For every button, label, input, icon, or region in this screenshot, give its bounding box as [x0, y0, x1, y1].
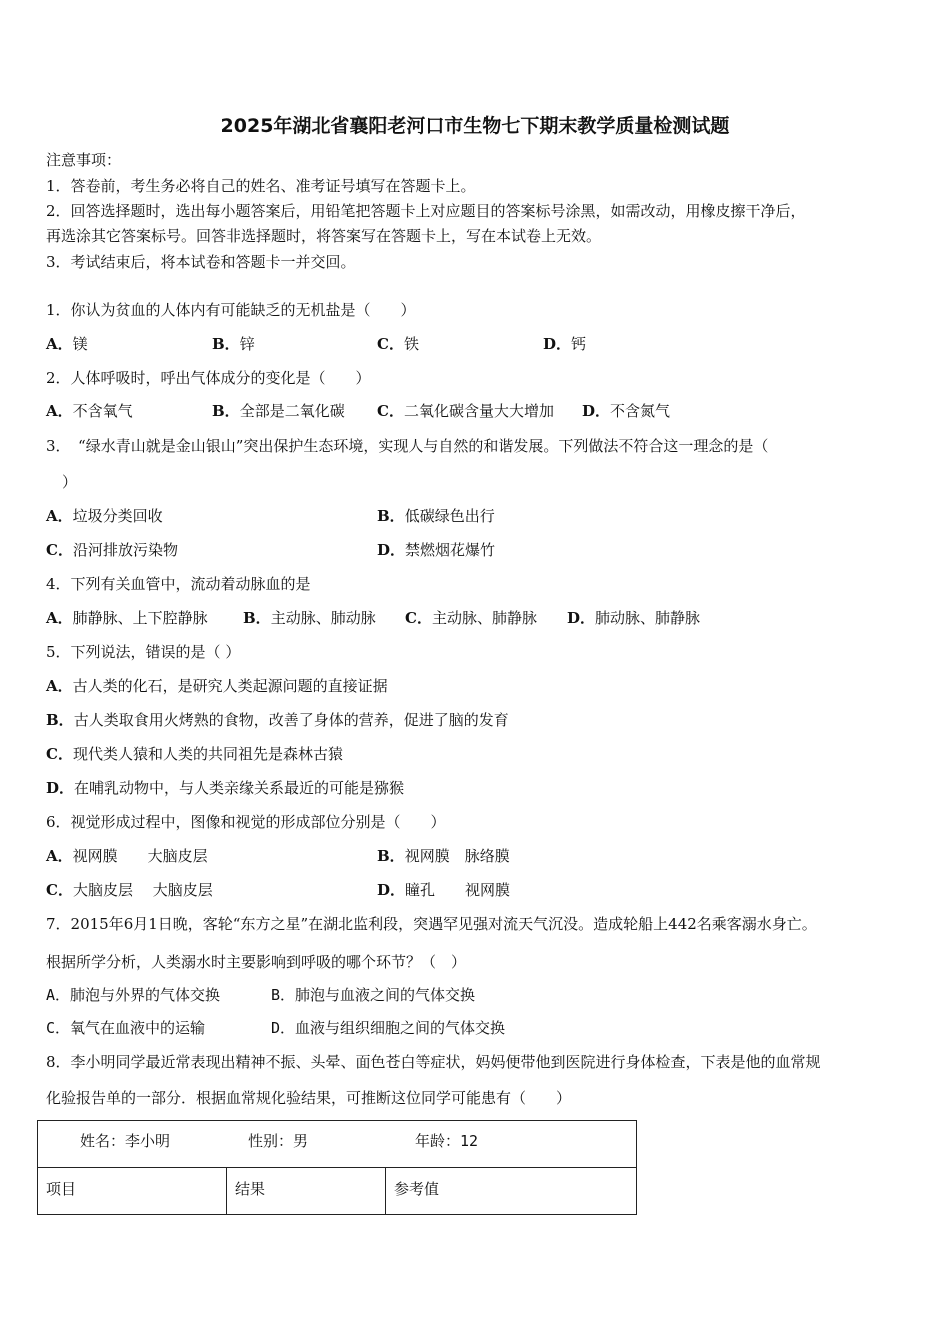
option-text: 肺动脉、肺静脉: [595, 609, 701, 627]
notice-item-1: 1．答卷前，考生务必将自己的姓名、准考证号填写在答题卡上。: [46, 177, 476, 195]
option-text: 大脑皮层 大脑皮层: [72, 881, 213, 899]
option-label: D．: [377, 541, 406, 559]
q2-option-a: [46, 401, 133, 421]
q7-option-b: [271, 985, 475, 1005]
q1-option-a: [46, 334, 88, 354]
option-text: 在哺乳动物中，与人类亲缘关系最近的可能是猕猴: [74, 779, 405, 797]
option-label: B．: [271, 986, 296, 1004]
option-label: B．: [243, 609, 271, 627]
option-label: C．: [405, 609, 432, 627]
q5-option-a: [46, 676, 388, 696]
column-divider: [226, 1167, 227, 1214]
option-label: A．: [46, 677, 73, 695]
column-header-reference: 参考值: [394, 1180, 440, 1198]
question-3-stem: 3． “绿水青山就是金山银山”突出保护生态环境，实现人与自然的和谐发展。下列做法不符合这一理念的是（: [46, 437, 769, 455]
option-label: B．: [212, 402, 240, 420]
option-label: D．: [271, 1019, 296, 1037]
q3-option-b: [377, 506, 495, 526]
option-label: B．: [212, 335, 240, 353]
option-text: 二氧化碳含量大大增加: [403, 402, 554, 420]
column-header-result: 结果: [235, 1180, 266, 1198]
option-text: 不含氮气: [610, 402, 671, 420]
column-divider: [385, 1167, 386, 1214]
q4-option-a: [46, 608, 208, 628]
question-7-stem-cont: 根据所学分析，人类溺水时主要影响到呼吸的哪个环节？（ ）: [46, 953, 467, 971]
option-text: 禁燃烟花爆竹: [405, 541, 496, 559]
option-text: 不含氧气: [72, 402, 133, 420]
q3-option-c: [46, 540, 178, 560]
option-label: C．: [377, 335, 404, 353]
q7-option-d: [271, 1018, 505, 1038]
option-label: B．: [46, 711, 74, 729]
option-label: A．: [46, 609, 73, 627]
question-8-stem-cont: 化验报告单的一部分．根据血常规化验结果，可推断这位同学可能患有（ ）: [46, 1089, 572, 1107]
question-6-stem: 6．视觉形成过程中，图像和视觉的形成部位分别是（ ）: [46, 813, 446, 831]
option-text: 古人类的化石，是研究人类起源问题的直接证据: [72, 677, 388, 695]
q2-option-b: [212, 401, 345, 421]
option-label: D．: [567, 609, 596, 627]
option-text: 视网膜 大脑皮层: [72, 847, 208, 865]
option-label: A．: [46, 847, 73, 865]
option-text: 瞳孔 视网膜: [405, 881, 511, 899]
q2-option-d: [582, 401, 670, 421]
notice-heading: 注意事项：: [46, 151, 122, 169]
option-text: 铁: [403, 335, 419, 353]
question-8-stem: 8．李小明同学最近常表现出精神不振、头晕、面色苍白等症状，妈妈便带他到医院进行身体检查，下表是他的血常规: [46, 1053, 821, 1071]
q1-option-b: [212, 334, 255, 354]
q5-option-d: [46, 778, 404, 798]
option-label: C．: [377, 402, 404, 420]
q3-option-d: [377, 540, 495, 560]
q1-option-d: [543, 334, 586, 354]
option-text: 低碳绿色出行: [404, 507, 495, 525]
patient-gender: 性别：男: [248, 1132, 309, 1150]
patient-name: 姓名：李小明: [80, 1132, 171, 1150]
option-text: 垃圾分类回收: [72, 507, 163, 525]
q4-option-b: [243, 608, 376, 628]
option-label: D．: [377, 881, 406, 899]
column-header-item: 项目: [46, 1180, 77, 1198]
option-text: 现代类人猿和人类的共同祖先是森林古猿: [72, 745, 343, 763]
option-label: D．: [582, 402, 611, 420]
q6-option-d: [377, 880, 510, 900]
q7-option-a: [46, 985, 220, 1005]
notice-item-3: 3．考试结束后，将本试卷和答题卡一并交回。: [46, 253, 356, 271]
option-text: 氧气在血液中的运输: [70, 1019, 206, 1037]
option-text: 肺静脉、上下腔静脉: [72, 609, 208, 627]
notice-item-2: 2．回答选择题时，选出每小题答案后，用铅笔把答题卡上对应题目的答案标号涂黑，如需改动，用橡皮擦干净后，: [46, 202, 806, 220]
question-1-stem: 1．你认为贫血的人体内有可能缺乏的无机盐是（ ）: [46, 301, 416, 319]
option-label: A．: [46, 402, 73, 420]
option-text: 锌: [239, 335, 255, 353]
question-3-stem-cont: ）: [62, 473, 78, 491]
option-label: C．: [46, 745, 73, 763]
q3-option-a: [46, 506, 163, 526]
exam-title: 2025年湖北省襄阳老河口市生物七下期末教学质量检测试题: [220, 115, 730, 137]
option-label: B．: [377, 847, 405, 865]
q6-option-c: [46, 880, 213, 900]
q6-option-b: [377, 846, 510, 866]
option-text: 视网膜 脉络膜: [404, 847, 510, 865]
option-text: 镁: [72, 335, 88, 353]
option-label: B．: [377, 507, 405, 525]
option-text: 全部是二氧化碳: [239, 402, 345, 420]
q6-option-a: [46, 846, 208, 866]
patient-age: 年龄：12: [415, 1132, 479, 1150]
q4-option-c: [405, 608, 537, 628]
option-text: 主动脉、肺静脉: [431, 609, 537, 627]
q7-option-c: [46, 1018, 205, 1038]
q1-option-c: [377, 334, 419, 354]
option-text: 肺泡与血液之间的气体交换: [295, 986, 476, 1004]
option-text: 肺泡与外界的气体交换: [70, 986, 221, 1004]
q5-option-c: [46, 744, 343, 764]
blood-report-table: [37, 1120, 637, 1215]
question-4-stem: 4．下列有关血管中，流动着动脉血的是: [46, 575, 311, 593]
option-label: A．: [46, 986, 71, 1004]
option-label: D．: [46, 779, 75, 797]
option-label: C．: [46, 881, 73, 899]
table-divider: [38, 1167, 636, 1168]
notice-item-2-cont: 再选涂其它答案标号。回答非选择题时，将答案写在答题卡上，写在本试卷上无效。: [46, 227, 602, 245]
option-label: C．: [46, 1019, 71, 1037]
option-text: 主动脉、肺动脉: [270, 609, 376, 627]
question-5-stem: 5．下列说法，错误的是（ ）: [46, 643, 241, 661]
question-7-stem: 7．2015年6月1日晚，客轮“东方之星”在湖北监利段，突遇罕见强对流天气沉没。造成轮船上442名乘客溺水身亡。: [46, 915, 817, 933]
option-text: 沿河排放污染物: [72, 541, 178, 559]
option-text: 血液与组织细胞之间的气体交换: [295, 1019, 506, 1037]
q2-option-c: [377, 401, 554, 421]
q5-option-b: [46, 710, 509, 730]
option-text: 钙: [571, 335, 587, 353]
option-label: C．: [46, 541, 73, 559]
option-label: A．: [46, 507, 73, 525]
q4-option-d: [567, 608, 700, 628]
question-2-stem: 2．人体呼吸时，呼出气体成分的变化是（ ）: [46, 369, 371, 387]
option-label: A．: [46, 335, 73, 353]
option-text: 古人类取食用火烤熟的食物，改善了身体的营养，促进了脑的发育: [73, 711, 509, 729]
option-label: D．: [543, 335, 572, 353]
